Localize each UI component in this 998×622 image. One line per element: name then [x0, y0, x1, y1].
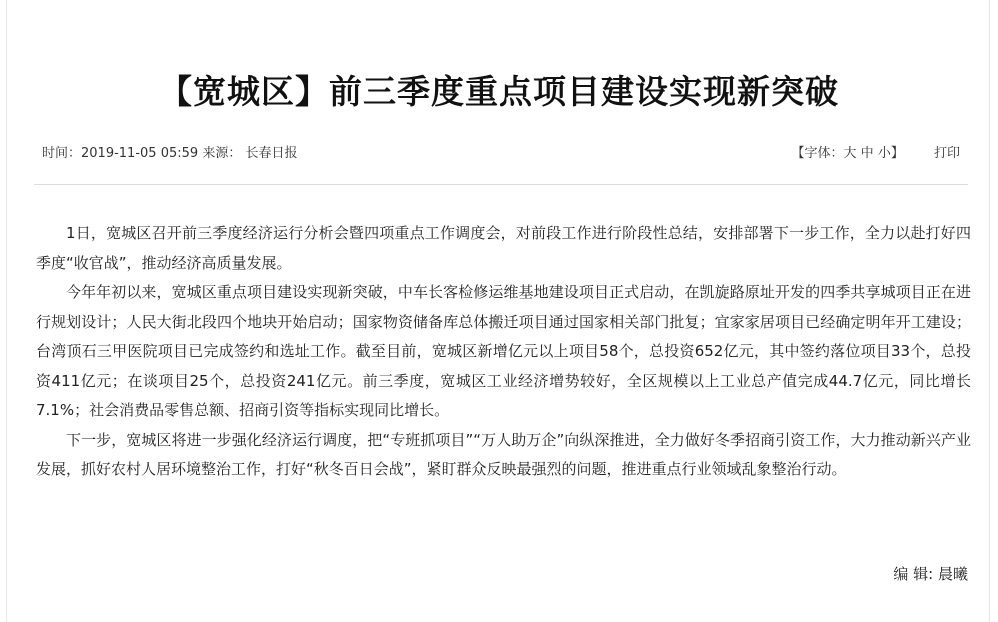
article-body — [36, 219, 971, 485]
paragraph: 今年年初以来，宽城区重点项目建设实现新突破，中车长客检修运维基地建设项目正式启动，在凯旋路原址开发的四季共享城项目正在进行规划设计；人民大街北段四个地块开始启动；国家物资储备库总体搬迁项目通过国家相关部门批复；宜家家居项目已经确定明年开工建设；台湾顶石三甲医院项目已完成签约和选址工作。截至目前，宽城区新增亿元以上项目58个，总投资652亿元，其中签约落位项目33个，总投资411亿元；在谈项目25个，总投资241亿元。前三季度，宽城区工业经济增势较好，全区规模以上工业总产值完成44.7亿元，同比增长7.1%；社会消费品零售总额、招商引资等指标实现同比增长。 — [36, 283, 971, 419]
time-label: 时间： — [42, 146, 82, 161]
meta-tools — [791, 144, 960, 164]
font-large-link[interactable]: 大 — [843, 146, 857, 161]
meta-divider — [34, 184, 968, 185]
font-medium-link[interactable]: 中 — [860, 146, 874, 161]
paragraph: 1日，宽城区召开前三季度经济运行分析会暨四项重点工作调度会，对前段工作进行阶段性总结，安排部署下一步工作，全力以赴打好四季度“收官战”，推动经济高质量发展。 — [36, 224, 971, 272]
source-label: 来源： — [202, 146, 242, 161]
time-value: 2019-11-05 05:59 — [81, 146, 199, 161]
font-size-suffix: 】 — [890, 146, 904, 161]
article-title: 【宽城区】前三季度重点项目建设实现新突破 — [159, 72, 839, 112]
editor-name: 晨曦 — [937, 565, 968, 583]
font-size-prefix: 【字体： — [791, 146, 844, 161]
source-value: 长春日报 — [245, 146, 298, 161]
editor-credit — [893, 563, 968, 584]
paragraph: 下一步，宽城区将进一步强化经济运行调度，把“专班抓项目”“万人助万企”向纵深推进，全力做好冬季招商引资工作，大力推动新兴产业发展，抓好农村人居环境整治工作，打好“秋冬百日会战”，紧盯群众反映最强烈的问题，推进重点行业领域乱象整治行动。 — [36, 430, 971, 478]
meta-info — [42, 144, 297, 164]
font-small-link[interactable]: 小 — [877, 146, 891, 161]
print-link[interactable]: 打印 — [933, 146, 960, 161]
editor-label: 编 辑: — [893, 565, 938, 583]
